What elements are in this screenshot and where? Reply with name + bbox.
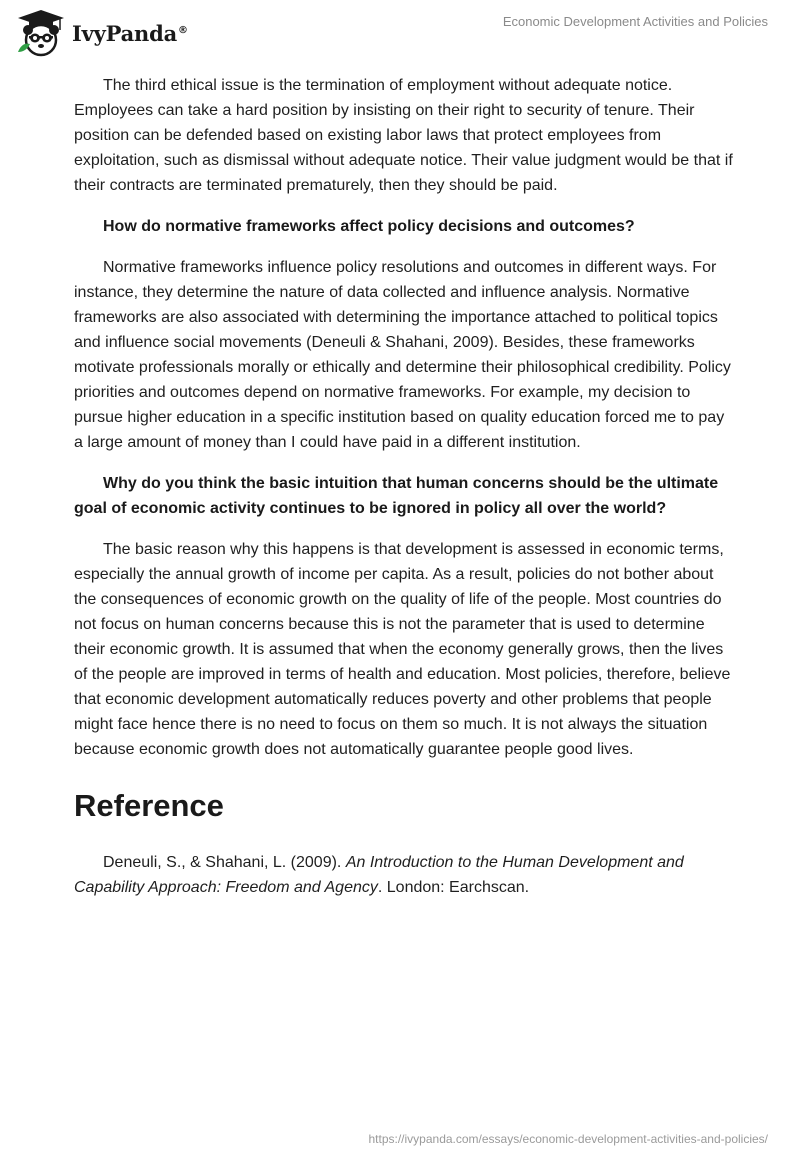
essay-content [74,73,734,900]
reference-publisher: . London: Earchscan. [377,879,530,896]
paragraph-ethical-issue: The third ethical issue is the termination of employment without adequate notice. Employees can take a hard position by insisting on their right to security of tenure. Their position can be defended based on existing labor laws that protect employees from exploitation, such as dismissal without adequate notice. Their value judgment would be that if their contracts are terminated prematurely, then they should be paid. [74,77,733,194]
question-normative-frameworks: How do normative frameworks affect policy decisions and outcomes? [103,218,635,235]
page-header [0,0,800,60]
paragraph-human-concerns: The basic reason why this happens is that development is assessed in economic terms, especially the annual growth of income per capita. As a result, policies do not bother about the consequences of economic growth on the quality of life of the people. Most countries do not focus on human concerns because this is not the parameter that is used to determine their economic growth. It is assumed that when the economy generally grows, then the lives of the people are improved in terms of health and education. Most policies, therefore, believe that economic development automatically reduces poverty and other problems that people might face hence there is no need to focus on them so much. It is not always the situation because economic growth does not automatically guarantee people good lives. [74,541,731,758]
ivypanda-logo[interactable] [14,8,188,58]
reference-title: An Introduction to the Human Development and Capability Approach: Freedom and Agency [74,854,684,896]
registered-mark: ® [178,24,188,36]
brand-name: IvyPanda® [72,20,188,46]
question-human-concerns: Why do you think the basic intuition that human concerns should be the ultimate goal of economic activity continues to be ignored in policy all over the world? [74,475,719,517]
reference-authors: Deneuli, S., & Shahani, L. (2009). [103,854,346,871]
document-title: Economic Development Activities and Policies [502,14,768,29]
reference-entry [74,850,734,900]
paragraph-normative-frameworks: Normative frameworks influence policy resolutions and outcomes in different ways. For instance, they determine the nature of data collected and influence analysis. Normative frameworks are also associated with determining the importance attached to political topics and influence social movements (Deneuli & Shahani, 2009). Besides, these frameworks motivate professionals morally or ethically and determine their philosophical credibility. Policy priorities and outcomes depend on normative frameworks. For example, my decision to pursue higher education in a specific institution based on quality education forced me to pay a large amount of money than I could have paid in a different institution. [74,259,731,451]
source-url[interactable]: https://ivypanda.com/essays/economic-development-activities-and-policies/ [368,1132,768,1146]
reference-heading: Reference [74,788,224,823]
panda-graduate-icon [14,8,68,58]
